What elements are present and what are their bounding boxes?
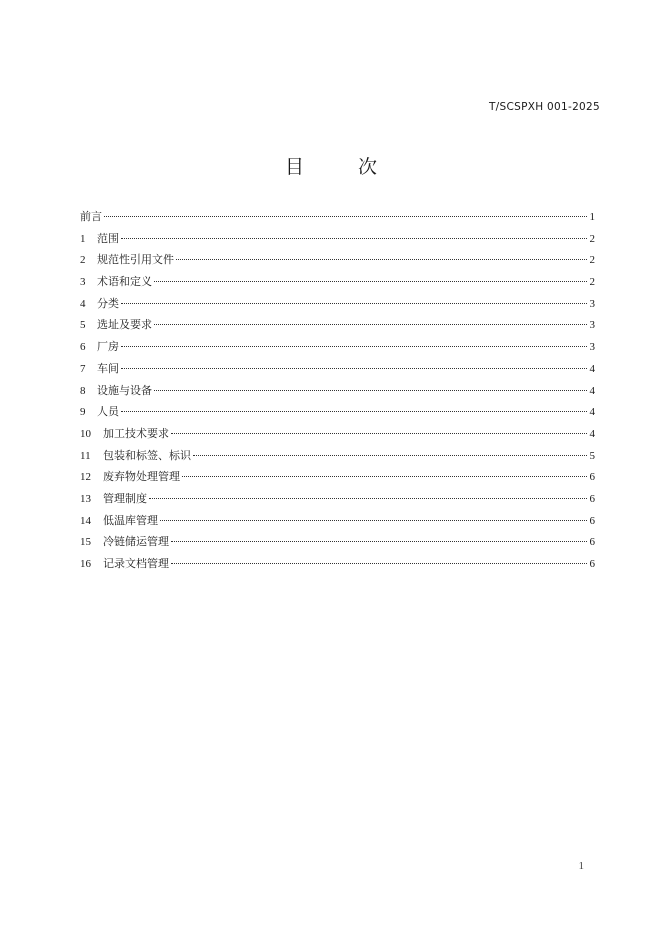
toc-entry-page: 2 — [589, 254, 595, 267]
toc-entry-page: 3 — [589, 297, 595, 310]
toc-entry-number: 9 — [80, 406, 86, 419]
toc-entry-10[interactable] — [80, 423, 595, 445]
toc-entry-label: 低温库管理 — [103, 513, 158, 527]
toc-entry-page: 4 — [589, 362, 595, 375]
toc-entry-label: 规范性引用文件 — [97, 253, 174, 267]
dot-leader — [171, 433, 587, 434]
toc-title: 目 次 — [284, 156, 402, 178]
toc-entry-label: 术语和定义 — [97, 275, 152, 289]
toc-entry-page: 3 — [589, 341, 595, 354]
toc-entry-page: 4 — [589, 384, 595, 397]
toc-entry-label: 加工技术要求 — [103, 426, 169, 440]
toc-entry-6[interactable] — [80, 336, 595, 358]
toc-entry-15[interactable] — [80, 531, 595, 553]
toc-entry-label: 记录文档管理 — [103, 557, 169, 570]
dot-leader — [121, 368, 587, 369]
toc-entry-number: 11 — [80, 449, 91, 462]
dot-leader — [149, 498, 587, 499]
toc-entry-number: 10 — [80, 427, 91, 440]
toc-entry-11[interactable] — [80, 445, 595, 467]
toc-entry-16[interactable] — [80, 553, 595, 575]
toc-entry-label: 冷链储运管理 — [103, 535, 169, 549]
toc-entry-page: 2 — [589, 276, 595, 289]
dot-leader — [121, 411, 587, 412]
toc-entry-label: 设施与设备 — [97, 383, 152, 397]
toc-entry-7[interactable] — [80, 358, 595, 380]
toc-entry-12[interactable] — [80, 466, 595, 488]
toc-entry-page: 1 — [589, 211, 595, 223]
toc-entry-number: 5 — [80, 319, 86, 332]
toc-entry-number: 13 — [80, 492, 91, 505]
toc-entry-number: 8 — [80, 384, 86, 397]
toc-entry-number: 14 — [80, 514, 91, 527]
toc-entry-9[interactable] — [80, 401, 595, 423]
toc-entry-label: 人员 — [97, 405, 119, 419]
toc-entry-number: 6 — [80, 341, 86, 354]
toc-entry-label: 车间 — [97, 361, 119, 375]
toc-entry-foreword[interactable] — [80, 206, 595, 228]
toc-entry-page: 5 — [589, 449, 595, 462]
dot-leader — [121, 346, 587, 347]
toc-entry-number: 15 — [80, 536, 91, 549]
dot-leader — [171, 563, 587, 564]
dot-leader — [160, 520, 587, 521]
page-number: 1 — [578, 860, 584, 872]
toc-entry-8[interactable] — [80, 380, 595, 402]
toc-entry-page: 6 — [589, 558, 595, 570]
dot-leader — [176, 259, 587, 260]
dot-leader — [154, 390, 587, 391]
toc-entry-4[interactable] — [80, 293, 595, 315]
dot-leader — [154, 324, 587, 325]
toc-entry-1[interactable] — [80, 228, 595, 250]
toc-entry-page: 2 — [589, 232, 595, 245]
toc-entry-13[interactable] — [80, 488, 595, 510]
toc-entry-2[interactable] — [80, 249, 595, 271]
dot-leader — [171, 541, 587, 542]
toc-entry-label: 管理制度 — [103, 491, 147, 505]
toc-entry-number: 16 — [80, 558, 91, 570]
toc-entry-number: 1 — [80, 232, 86, 245]
toc-entry-number: 12 — [80, 471, 91, 484]
table-of-contents — [80, 206, 595, 575]
toc-entry-page: 6 — [589, 536, 595, 549]
toc-entry-page: 3 — [589, 319, 595, 332]
toc-entry-page: 6 — [589, 514, 595, 527]
dot-leader — [193, 455, 587, 456]
dot-leader — [121, 238, 587, 239]
toc-entry-14[interactable] — [80, 510, 595, 532]
toc-entry-label: 前言 — [80, 210, 102, 223]
dot-leader — [182, 476, 587, 477]
toc-entry-page: 6 — [589, 471, 595, 484]
toc-entry-label: 废弃物处理管理 — [103, 470, 180, 484]
dot-leader — [104, 216, 587, 217]
toc-entry-3[interactable] — [80, 271, 595, 293]
toc-entry-number: 4 — [80, 297, 86, 310]
toc-entry-label: 分类 — [97, 296, 119, 310]
toc-entry-page: 6 — [589, 492, 595, 505]
dot-leader — [154, 281, 587, 282]
toc-entry-5[interactable] — [80, 314, 595, 336]
toc-entry-label: 范围 — [97, 231, 119, 245]
toc-entry-number: 2 — [80, 254, 86, 267]
toc-entry-number: 3 — [80, 276, 86, 289]
dot-leader — [121, 303, 587, 304]
toc-entry-page: 4 — [589, 406, 595, 419]
toc-entry-page: 4 — [589, 427, 595, 440]
toc-entry-number: 7 — [80, 362, 86, 375]
toc-entry-label: 包装和标签、标识 — [103, 448, 191, 462]
toc-entry-label: 选址及要求 — [97, 318, 152, 332]
toc-entry-label: 厂房 — [97, 340, 119, 354]
document-code: T/SCSPXH 001-2025 — [488, 101, 600, 113]
